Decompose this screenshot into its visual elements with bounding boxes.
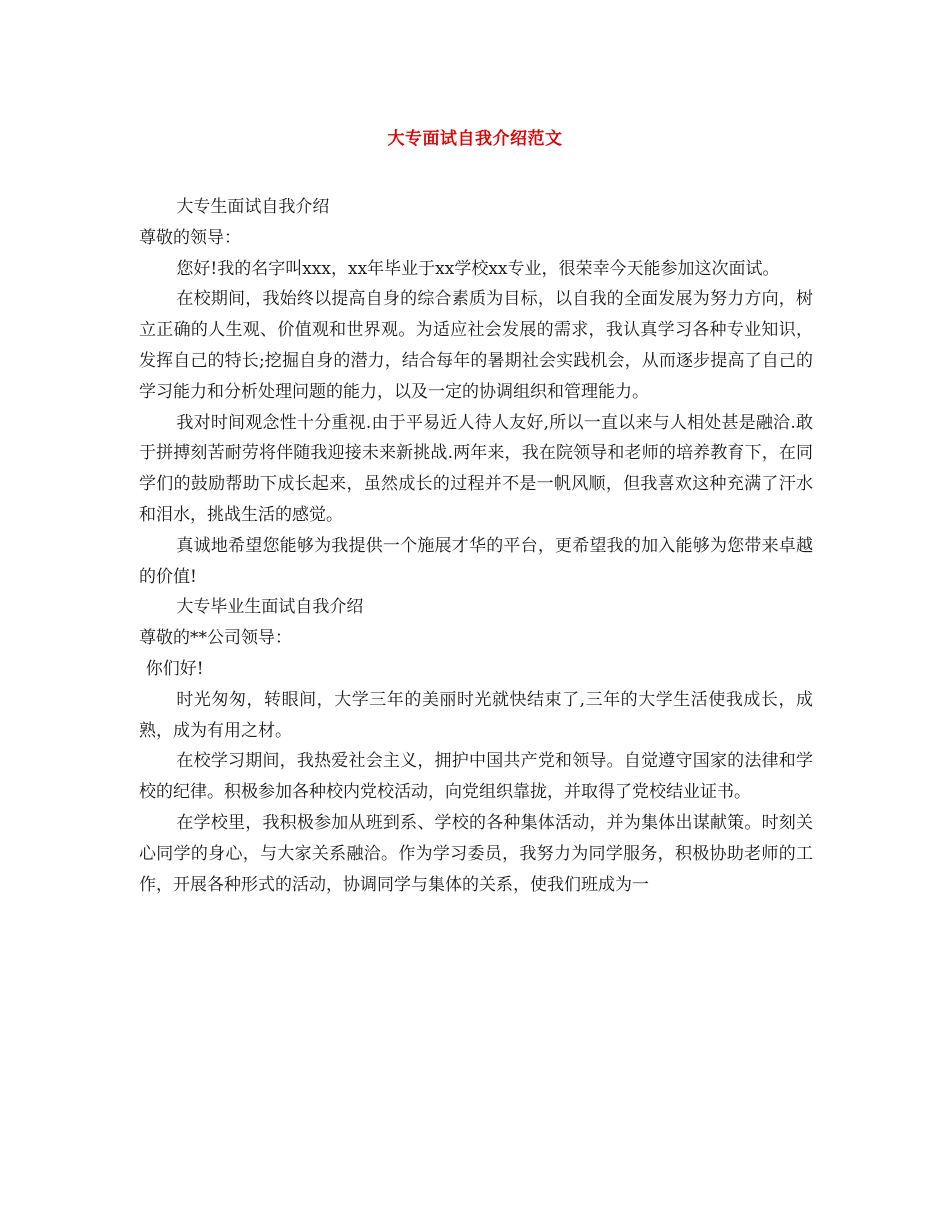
paragraph: 大专生面试自我介绍 [176,197,330,217]
document-title: 大专面试自我介绍范文 [387,129,563,149]
paragraph: 在校期间，我始终以提高自身的综合素质为目标，以自我的全面发展为努力方向，树立正确的人生观、价值观和世界观。为适应社会发展的需求，我认真学习各种专业知识，发挥自己的特长;挖掘自身的潜力，结合每年的暑期社会实践机会，从而逐步提高了自己的学习能力和分析处理问题的能力，以及一定的协调组织和管理能力。 [139,289,813,402]
paragraph: 尊敬的**公司领导： [139,628,292,649]
paragraph: 大专毕业生面试自我介绍 [176,597,364,618]
paragraph: 尊敬的领导： [139,227,241,248]
paragraph: 真诚地希望您能够为我提供一个施展才华的平台，更希望我的加入能够为您带来卓越的价值! [139,535,813,587]
paragraph: 时光匆匆，转眼间，大学三年的美丽时光就快结束了,三年的大学生活使我成长，成熟，成为有用之材。 [139,689,813,741]
paragraph: 在校学习期间，我热爱社会主义，拥护中国共产党和领导。自觉遵守国家的法律和学校的纪律。积极参加各种校内党校活动，向党组织靠拢，并取得了党校结业证书。 [139,751,813,803]
paragraph: 你们好! [145,658,204,679]
paragraph: 在学校里，我积极参加从班到系、学校的各种集体活动，并为集体出谋献策。时刻关心同学的身心，与大家关系融洽。作为学习委员，我努力为同学服务，积极协助老师的工作，开展各种形式的活动，协调同学与集体的关系，使我们班成为一 [139,812,813,895]
document-body [139,192,813,900]
paragraph: 您好!我的名字叫xxx，xx年毕业于xx学校xx专业，很荣幸今天能参加这次面试。 [176,258,780,279]
paragraph: 我对时间观念性十分重视.由于平易近人待人友好,所以一直以来与人相处甚是融洽.敢于拼搏刻苦耐劳将伴随我迎接未来新挑战.两年来，我在院领导和老师的培养教育下，在同学们的鼓励帮助下成长起来，虽然成长的过程并不是一帆风顺，但我喜欢这种充满了汗水和泪水，挑战生活的感觉。 [139,412,813,525]
